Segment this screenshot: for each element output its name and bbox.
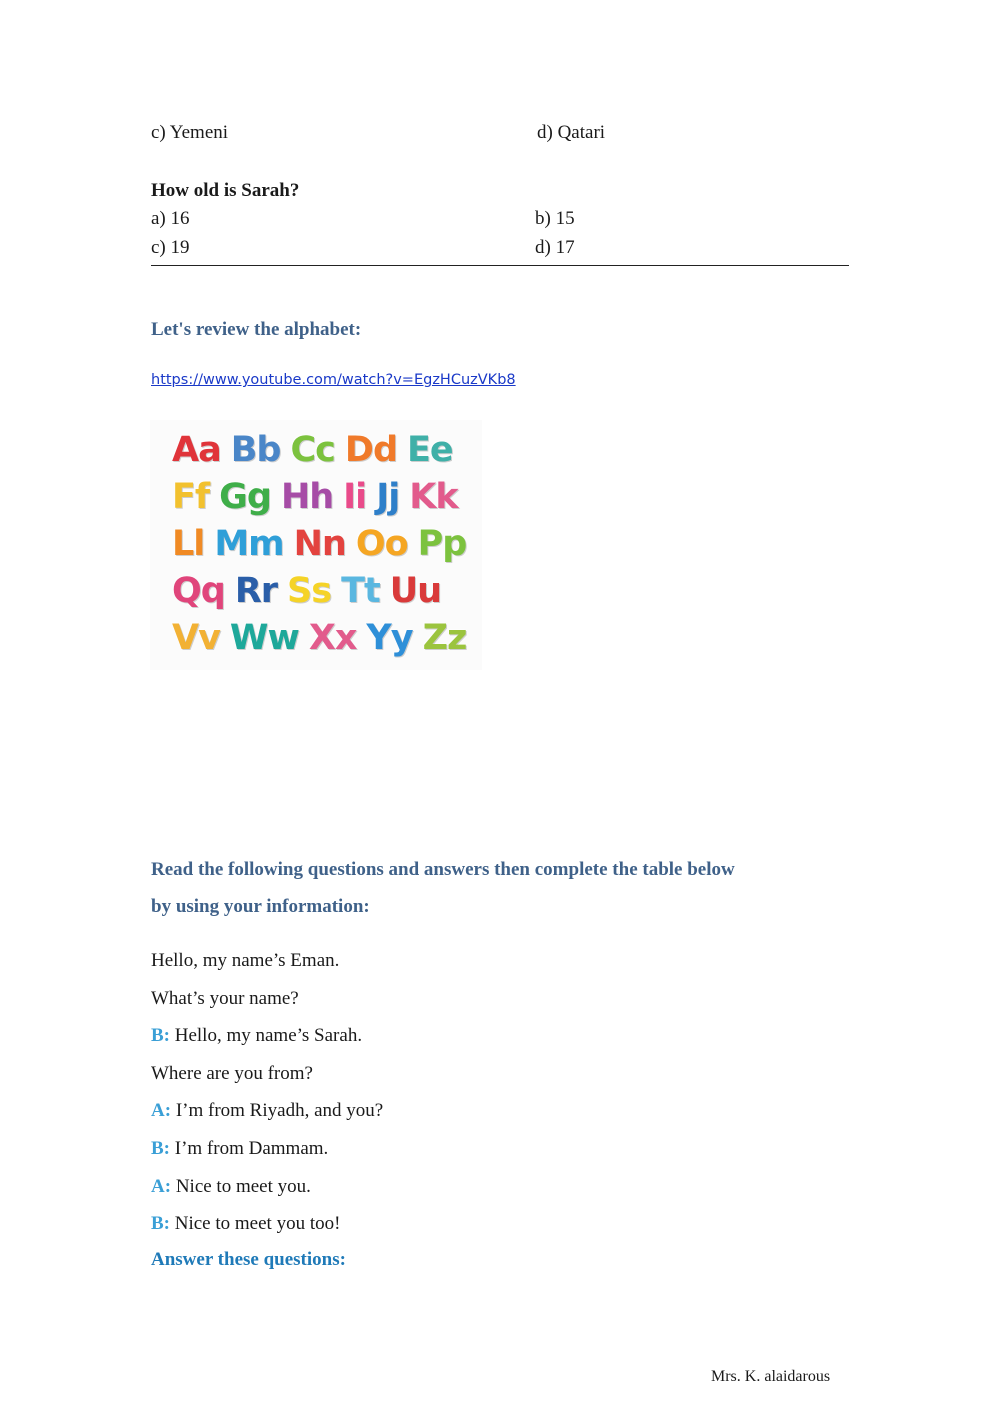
speaker-label: A: — [151, 1100, 172, 1121]
option-c-19: c) 19 — [151, 237, 190, 258]
alphabet-letter-cc: Cc — [290, 430, 335, 470]
option-a-16: a) 16 — [151, 208, 190, 229]
alphabet-letter-tt: Tt — [341, 571, 380, 611]
alphabet-letter-jj: Jj — [376, 477, 400, 517]
alphabet-row-2 — [172, 477, 468, 517]
alphabet-letter-yy: Yy — [366, 618, 413, 658]
alphabet-letter-uu: Uu — [389, 571, 442, 611]
dialogue-line-8 — [151, 1212, 340, 1236]
alphabet-letter-ii: Ii — [343, 477, 367, 517]
dialogue-text: Where are you from? — [151, 1063, 313, 1084]
alphabet-image — [150, 420, 482, 670]
alphabet-letter-hh: Hh — [280, 477, 334, 517]
dialogue-line-6 — [151, 1137, 328, 1161]
alphabet-letter-ff: Ff — [172, 477, 210, 517]
question-age: How old is Sarah? — [151, 180, 300, 201]
alphabet-row-4 — [172, 571, 451, 611]
alphabet-letter-kk: Kk — [409, 477, 458, 517]
alphabet-row-3 — [172, 524, 476, 564]
alphabet-letter-xx: Xx — [308, 618, 357, 658]
alphabet-letter-gg: Gg — [219, 477, 271, 517]
section-divider — [151, 265, 849, 266]
alphabet-heading: Let's review the alphabet: — [151, 319, 362, 340]
youtube-video-link[interactable]: https://www.youtube.com/watch?v=EgzHCuzVKb8 — [151, 372, 516, 388]
alphabet-letter-ll: Ll — [172, 524, 205, 564]
alphabet-letter-ee: Ee — [407, 430, 453, 470]
dialogue-line-2 — [151, 987, 299, 1011]
option-c-yemeni: c) Yemeni — [151, 122, 229, 143]
dialogue-text: I’m from Riyadh, and you? — [171, 1100, 384, 1121]
dialogue-line-1 — [151, 949, 339, 973]
alphabet-letter-ww: Ww — [229, 618, 299, 658]
dialogue-text: What’s your name? — [151, 988, 299, 1009]
dialogue-text: I’m from Dammam. — [170, 1138, 329, 1159]
answer-questions-heading: Answer these questions: — [151, 1249, 346, 1270]
option-d-qatari: d) Qatari — [537, 122, 606, 143]
alphabet-letter-nn: Nn — [293, 524, 346, 564]
alphabet-letter-qq: Qq — [172, 571, 225, 611]
dialogue-text: Hello, my name’s Sarah. — [170, 1025, 363, 1046]
alphabet-letter-mm: Mm — [214, 524, 284, 564]
alphabet-letter-aa: Aa — [172, 430, 221, 470]
alphabet-letter-zz: Zz — [422, 618, 467, 658]
dialogue-line-7 — [151, 1175, 311, 1199]
speaker-label: B: — [151, 1138, 170, 1159]
footer-author: Mrs. K. alaidarous — [711, 1368, 831, 1385]
dialogue-line-3 — [151, 1024, 362, 1048]
instruction-line-2: by using your information: — [151, 896, 370, 917]
alphabet-row-5 — [172, 618, 476, 658]
alphabet-letter-ss: Ss — [287, 571, 332, 611]
option-d-17: d) 17 — [535, 237, 575, 258]
alphabet-letter-oo: Oo — [355, 524, 408, 564]
speaker-label: B: — [151, 1025, 170, 1046]
alphabet-letter-vv: Vv — [172, 618, 220, 658]
alphabet-letter-bb: Bb — [230, 430, 281, 470]
alphabet-letter-pp: Pp — [417, 524, 467, 564]
dialogue-text: Nice to meet you too! — [170, 1213, 341, 1234]
speaker-label: B: — [151, 1213, 170, 1234]
dialogue-text: Hello, my name’s Eman. — [151, 950, 340, 971]
speaker-label: A: — [151, 1176, 172, 1197]
alphabet-row-1 — [172, 430, 463, 470]
option-b-15: b) 15 — [535, 208, 575, 229]
alphabet-letter-dd: Dd — [344, 430, 397, 470]
alphabet-letter-rr: Rr — [234, 571, 278, 611]
instruction-line-1: Read the following questions and answers then complete the table below — [151, 859, 735, 880]
dialogue-line-4 — [151, 1062, 313, 1086]
dialogue-line-5 — [151, 1099, 383, 1123]
dialogue-text: Nice to meet you. — [171, 1176, 311, 1197]
